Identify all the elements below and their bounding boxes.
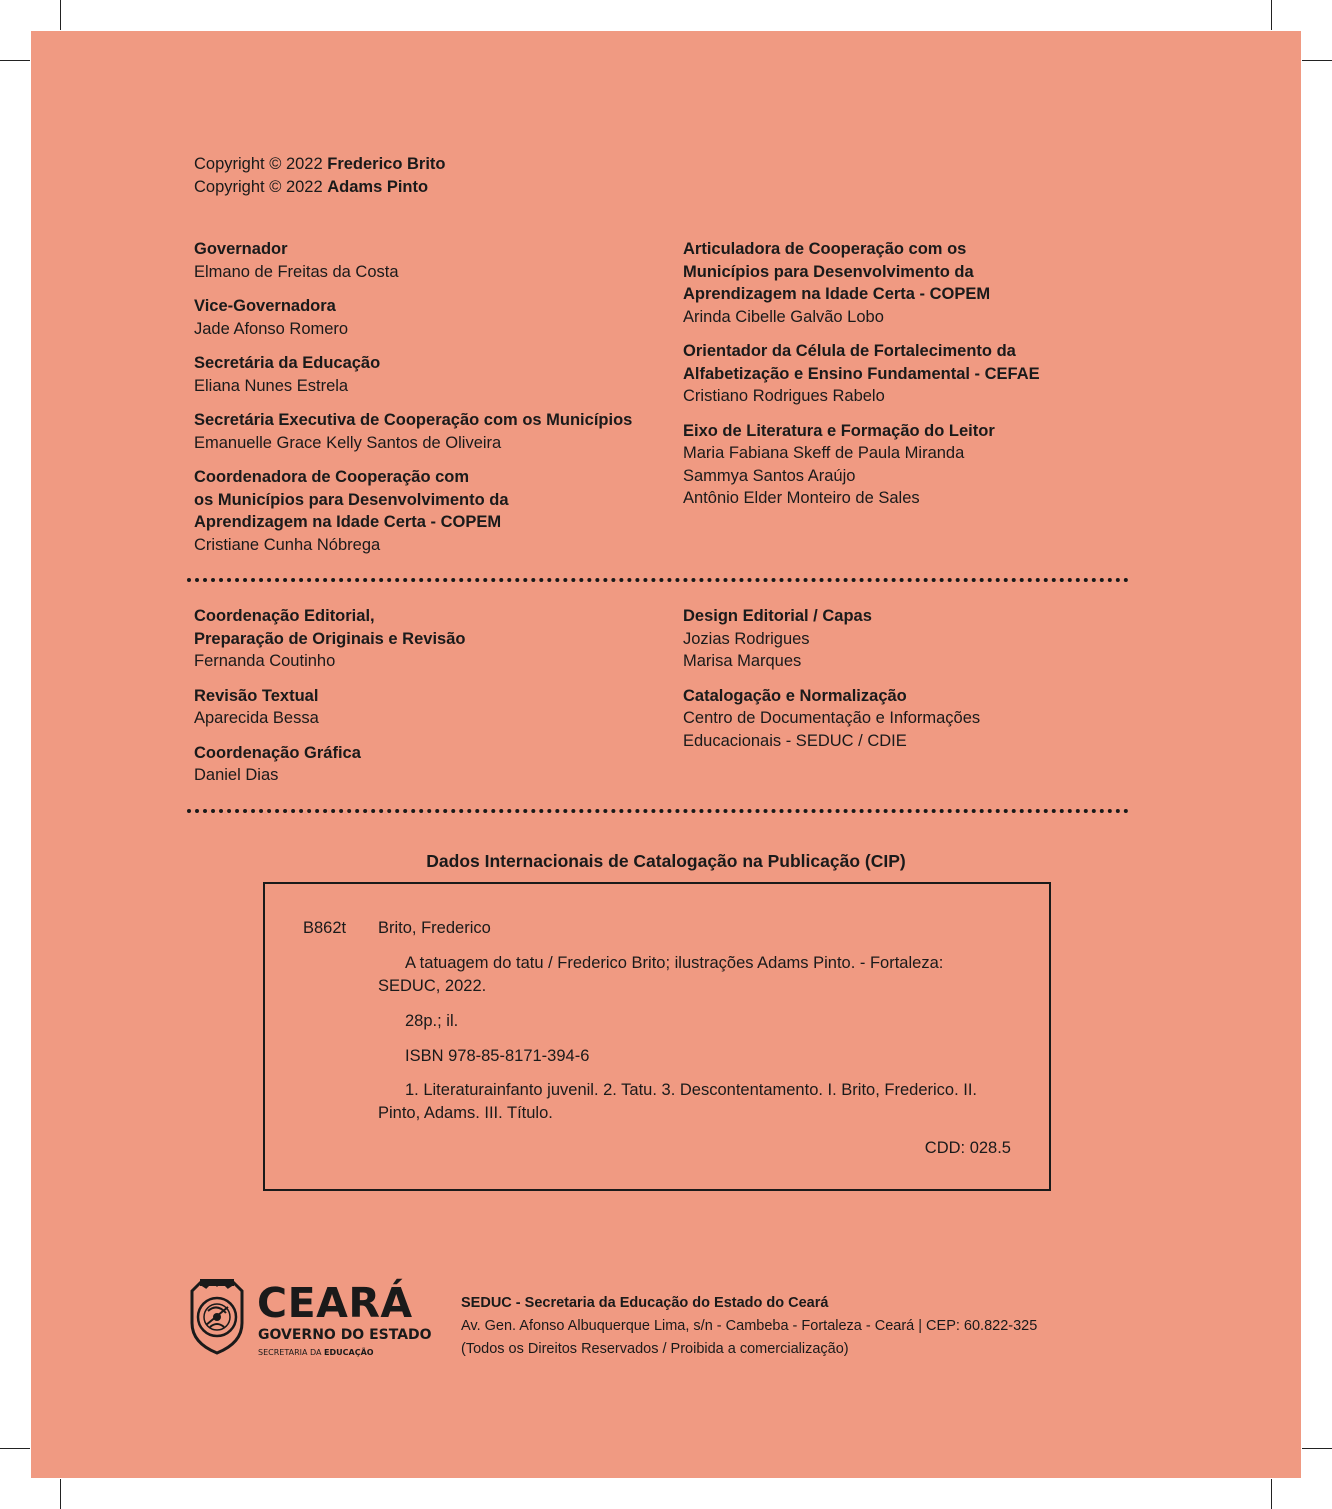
credit-name: Antônio Elder Monteiro de Sales (683, 489, 920, 507)
credit-name: Jozias Rodrigues (683, 629, 810, 648)
editorial-credits-left (194, 605, 465, 799)
credit-section (194, 352, 632, 397)
cip-title-line: SEDUC, 2022. (378, 977, 487, 995)
logo-subtitle: GOVERNO DO ESTADO (258, 1327, 432, 1343)
copyright-prefix: Copyright © 2022 (194, 177, 328, 196)
credit-section (194, 742, 465, 787)
crop-mark (60, 0, 61, 30)
logo-dept-bold: EDUCAÇÃO (324, 1348, 374, 1357)
credit-heading: Coordenação Gráfica (194, 743, 361, 762)
credit-section (194, 295, 632, 340)
cip-catalog-card (263, 882, 1051, 1191)
crop-mark (60, 1479, 61, 1509)
publisher-info (461, 1292, 1037, 1361)
logo-department (258, 1348, 374, 1358)
cip-subjects: Pinto, Adams. III. Título. (378, 1104, 553, 1122)
credit-heading: Coordenação Editorial, (194, 607, 375, 625)
credit-name: Jade Afonso Romero (194, 319, 349, 338)
copyright-prefix: Copyright © 2022 (194, 155, 328, 173)
cip-isbn: ISBN 978-85-8171-394-6 (405, 1047, 590, 1065)
crop-mark (1302, 60, 1332, 61)
credit-name: Arinda Cibelle Galvão Lobo (683, 307, 884, 326)
coat-of-arms-icon (186, 1277, 248, 1357)
credit-section (194, 466, 632, 556)
cip-code: B862t (303, 919, 347, 937)
credit-heading: Eixo de Literatura e Formação do Leitor (683, 421, 995, 440)
credit-section (194, 409, 632, 454)
credit-name: Elmano de Freitas da Costa (194, 262, 399, 281)
credit-heading: Secretária Executiva de Cooperação com os Municípios (194, 411, 633, 429)
credit-name: Sammya Santos Araújo (683, 466, 856, 485)
ceara-government-logo (186, 1277, 436, 1361)
copyright-author: Frederico Brito (327, 155, 446, 173)
credit-name: Fernanda Coutinho (194, 652, 336, 670)
credit-heading: Preparação de Originais e Revisão (194, 629, 466, 648)
credit-heading: Coordenadora de Cooperação com (194, 468, 470, 486)
credit-heading: Vice-Governadora (194, 297, 336, 315)
cip-subjects: 1. Literaturainfanto juvenil. 2. Tatu. 3. Descontentamento. I. Brito, Frederico. II. (405, 1081, 977, 1099)
government-credits-right (683, 238, 1040, 522)
credit-name: Emanuelle Grace Kelly Santos de Oliveira (194, 433, 502, 452)
credit-heading: Aprendizagem na Idade Certa - COPEM (683, 285, 991, 303)
credit-heading: Governador (194, 240, 288, 258)
publisher-address: Av. Gen. Afonso Albuquerque Lima, s/n - Cambeba - Fortaleza - Ceará | CEP: 60.822-325 (461, 1318, 1038, 1334)
editorial-credits-right (683, 605, 980, 764)
credit-section (683, 605, 980, 673)
credit-heading: Design Editorial / Capas (683, 607, 872, 625)
cip-title: Dados Internacionais de Catalogação na Publicação (CIP) (426, 851, 906, 871)
credit-name: Aparecida Bessa (194, 709, 319, 727)
credit-heading: Aprendizagem na Idade Certa - COPEM (194, 513, 502, 531)
credit-section (683, 420, 1040, 510)
credit-heading: Secretária da Educação (194, 354, 381, 372)
credit-heading: os Municípios para Desenvolvimento da (194, 490, 509, 509)
cip-author: Brito, Frederico (378, 919, 491, 937)
copyright-illustrator: Adams Pinto (327, 177, 429, 196)
credit-heading: Alfabetização e Ensino Fundamental - CEFAE (683, 364, 1040, 383)
credit-name: Cristiano Rodrigues Rabelo (683, 387, 885, 405)
publisher-name: SEDUC - Secretaria da Educação do Estado do Ceará (461, 1295, 829, 1311)
credit-heading: Orientador da Célula de Fortalecimento da (683, 342, 1016, 360)
cip-pages: 28p.; il. (405, 1012, 459, 1030)
credit-heading: Municípios para Desenvolvimento da (683, 262, 974, 281)
copyright-block (194, 153, 446, 198)
crop-mark (1271, 1479, 1272, 1509)
credit-name: Marisa Marques (683, 652, 802, 670)
rights-notice: (Todos os Direitos Reservados / Proibida a comercialização) (461, 1341, 849, 1357)
crop-mark (1302, 1448, 1332, 1449)
logo-name: CEARÁ (257, 1279, 413, 1327)
credit-name: Daniel Dias (194, 766, 279, 784)
credit-heading: Articuladora de Cooperação com os (683, 240, 967, 258)
cip-title-line: A tatuagem do tatu / Frederico Brito; ilustrações Adams Pinto. - Fortaleza: (405, 954, 944, 972)
credit-section (194, 238, 632, 283)
credit-name: Maria Fabiana Skeff de Paula Miranda (683, 444, 965, 462)
credit-heading: Catalogação e Normalização (683, 686, 907, 705)
credit-section (194, 605, 465, 673)
credit-name: Cristiane Cunha Nóbrega (194, 535, 381, 554)
colophon-page (31, 31, 1301, 1478)
dotted-divider (187, 809, 1129, 813)
government-credits-left (194, 238, 632, 568)
credit-section (194, 685, 465, 730)
copyright-line (194, 153, 446, 176)
dotted-divider (187, 578, 1129, 582)
credit-section (683, 238, 1040, 328)
credit-name: Centro de Documentação e Informações (683, 709, 981, 727)
credit-name: Educacionais - SEDUC / CDIE (683, 731, 907, 750)
credit-heading: Revisão Textual (194, 686, 319, 705)
cip-cdd: CDD: 028.5 (924, 1139, 1011, 1157)
copyright-line (194, 176, 446, 199)
credit-name: Eliana Nunes Estrela (194, 376, 349, 395)
crop-mark (0, 1448, 30, 1449)
logo-dept-prefix: SECRETARIA DA (258, 1348, 325, 1357)
credit-section (683, 340, 1040, 408)
crop-mark (0, 60, 30, 61)
crop-mark (1271, 0, 1272, 30)
credit-section (683, 685, 980, 753)
